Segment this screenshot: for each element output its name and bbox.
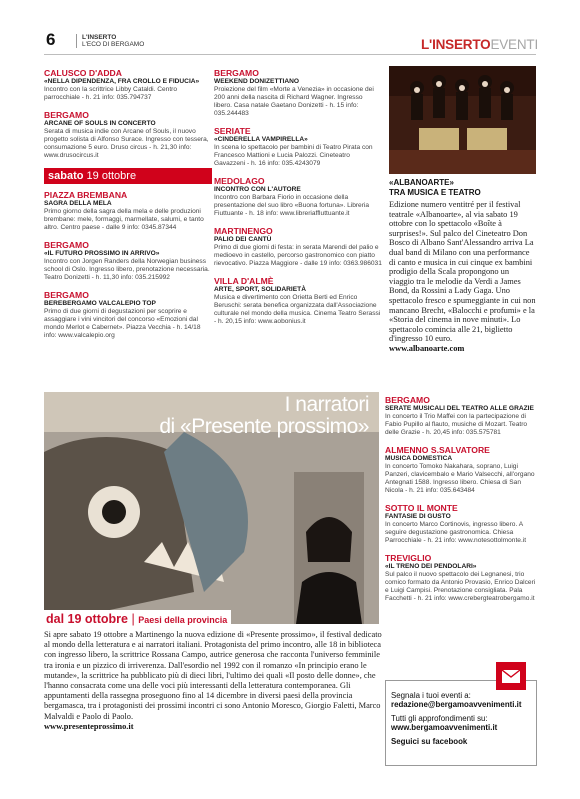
section-label	[76, 34, 144, 48]
contact-email[interactable]: redazione@bergamoavvenimenti.it	[391, 700, 522, 710]
event-item	[385, 503, 537, 545]
event-body: Incontro con la scrittrice Libby Cataldi. Centro parrocchiale - h. 21 info: 035.794737	[44, 86, 178, 101]
event-title: «IL FUTURO PROSSIMO IN ARRIVO»	[44, 250, 160, 257]
contact-line-1: Segnala i tuoi eventi a:	[391, 691, 471, 700]
event-body: Sul palco il nuovo spettacolo dei Legnanesi, trio comico formato da Antonio Provasio, Enrico Dalceri e Luigi Campisi. Prenotazione consigliata. Pala Facchetti - h. 21 info: www.crebergteatrobergamo.it	[385, 571, 536, 602]
feature-headline-1: I narratori	[284, 393, 369, 416]
event-city: BERGAMO	[44, 240, 89, 250]
albanoarte-link[interactable]: www.albanoarte.com	[389, 343, 465, 353]
event-city: SOTTO IL MONTE	[385, 503, 458, 513]
event-title: «IL TRENO DEI PENDOLARI»	[385, 563, 477, 570]
albanoarte-box	[389, 178, 536, 353]
band-photo	[389, 66, 536, 174]
event-city: MEDOLAGO	[214, 176, 265, 186]
feature-headline-2: di «Presente prossimo»	[159, 415, 369, 438]
event-title: «NELLA DIPENDENZA, FRA CROLLO E FIDUCIA»	[44, 78, 200, 85]
brand-logo	[421, 37, 538, 52]
event-title: WEEKEND DONIZETTIANO	[214, 78, 299, 85]
section-line-2: L'ECO DI BERGAMO	[82, 41, 145, 48]
feature-headline	[159, 394, 369, 438]
event-title: «CINDERELLA VAMPIRELLA»	[214, 136, 308, 143]
event-body: In concerto il Trio Maffei con la partecipazione di Fabio Pupillo al flauto, musiche di Mozart. Teatro delle Grazie - h. 20,45 info: 035.575781	[385, 413, 528, 436]
column-3	[385, 395, 537, 611]
date-banner-day: sabato	[48, 170, 84, 182]
event-item	[44, 110, 212, 160]
feature-photo	[44, 392, 379, 624]
event-title: SERATE MUSICALI DEL TEATRO ALLE GRAZIE	[385, 405, 534, 412]
event-body: Proiezione del film «Morte a Venezia» in occasione dei 200 anni della nascita di Richard Wagner. Ingresso libero. Casa natale Gaetano Donizetti - h. 15 info: 035.244483	[214, 86, 374, 117]
albanoarte-title-2: TRA MUSICA E TEATRO	[389, 187, 481, 197]
contact-box	[385, 680, 537, 766]
event-body: In scena lo spettacolo per bambini di Teatro Pirata con Francesco Mattioni e Lucia Palozzi. Cineteatro Gavazzeni - h. 16 info: 035.4243079	[214, 144, 373, 167]
event-city: TREVIGLIO	[385, 553, 432, 563]
event-body: Primo di due giorni di festa: in serata Marendi del palio e medioevo in castello, percorso gastronomico con piatto rievocativo. Piazza Maggiore - dalle 19 info: 0363.986031	[214, 244, 382, 267]
event-item	[44, 68, 212, 102]
event-item	[44, 190, 212, 232]
event-body: Musica e divertimento con Orietta Berti ed Enrico Beruschi: serata benefica organizzata dall'Associazione culturale nel mondo della musica. Cinema Teatro Serassi - h. 20,15 info: www.aobonius.it	[214, 294, 381, 325]
brand-bold: L'INSERTO	[421, 37, 491, 52]
event-title: SAGRA DELLA MELA	[44, 200, 112, 207]
albanoarte-title-1: «ALBANOARTE»	[389, 178, 454, 187]
event-city: BERGAMO	[385, 395, 430, 405]
feature-subtitle: Paesi della provincia	[138, 615, 228, 625]
event-item	[44, 240, 212, 282]
page-number: 6	[46, 30, 56, 49]
event-city: PIAZZA BREMBANA	[44, 190, 128, 200]
albanoarte-body: Edizione numero ventitré per il festival teatrale «Albanoarte», al via sabato 19 ottobre con lo spettacolo «Boîte à surprises!». Sul palco del Cineteatro Don Bosco di Albano Sant'Alessandro arriva La dual band di Milano con una performance di canto e musica in cui cinque ex bambini prodigio della Scala propongono un viaggio tra le melodie da Verdi a James Bond, da Rossini a Lady Gaga. Uno spettacolo fresco e spumeggiante in cui non mancano Brecht, «Balocchi e profumi» e la «Storia del cinema in nove minuti». Lo spettacolo comincia alle 21, biglietto d'ingresso 10 euro.	[389, 200, 536, 344]
event-city: VILLA D'ALMÈ	[214, 276, 274, 286]
event-item	[214, 276, 382, 326]
event-item	[385, 395, 537, 437]
event-title: PALIO DEI CANTÙ	[214, 236, 272, 243]
event-city: CALUSCO D'ADDA	[44, 68, 122, 78]
event-body: Primo giorno della sagra della mela e delle produzioni brembane: mele, formaggi, marmellate, salumi, e tanto altro. Centro paese - dalle 9 info: 0345.87344	[44, 208, 204, 231]
event-title: INCONTRO CON L'AUTORE	[214, 186, 301, 193]
event-title: ARCANE OF SOULS IN CONCERTO	[44, 120, 156, 127]
event-city: BERGAMO	[44, 290, 89, 300]
event-body: Incontro con Jorgen Randers della Norwegian business school di Oslo. Ingresso libero, prenotazione necessaria. Teatro Donizetti - h. 11,30 info: 035.215992	[44, 258, 210, 281]
event-body: Incontro con Barbara Fiorio in occasione della presentazione del suo libro «Buona fortuna». Libreria Fiuttuante - h. 18 info: www.libreriaffluttuante.it	[214, 194, 370, 217]
contact-line-2: Tutti gli approfondimenti su:	[391, 713, 488, 723]
section-line-1: L'INSERTO	[82, 34, 117, 41]
event-item	[44, 290, 212, 340]
contact-site[interactable]: www.bergamoavvenimenti.it	[391, 723, 498, 733]
brand-light: EVENTI	[490, 37, 538, 52]
event-item	[214, 68, 382, 118]
column-2	[214, 68, 382, 334]
date-banner-date: 19 ottobre	[86, 170, 137, 182]
band-photo-art	[389, 66, 536, 174]
event-item	[214, 176, 382, 218]
event-item	[214, 226, 382, 268]
feature-body: Si apre sabato 19 ottobre a Martinengo la nuova edizione di «Presente prossimo», il festival dedicato al mondo della letteratura e ai narratori italiani. Protagonista del primo incontro, alle 18 in biblioteca con ingresso libero, la scrittrice Rossana Campo, autrice generosa che racconta l'universo femminile tra ironia e un pizzico di irriverenza. Dall'esordio nel 1992 con il romanzo «In principio erano le mutande», la scrittrice ha pubblicato più di dieci libri, l'ultimo dei quali «Il posto delle donne», che l'hanno consacrata come una delle voci più interessanti della letteratura contemporanea. Gli appuntamenti della rassegna proseguono fino al 14 dicembre in diversi paesi della provincia bergamasca, tra i protagonisti dei prossimi incontri ci sono Antonio Moresco, Giorgio Faletti, Marco Malvaldi e Paolo di Paolo.	[44, 630, 382, 721]
event-body: Serata di musica indie con Arcane of Souls, il nuovo progetto solista di Alfonso Surace. Ingresso con tessera, consumazione 5 euro. Druso circus - h. 21,30 info: www.drusocircus.it	[44, 128, 209, 159]
event-title: ARTE, SPORT, SOLIDARIETÀ	[214, 286, 306, 293]
feature-article	[44, 630, 382, 732]
event-city: BERGAMO	[214, 68, 259, 78]
facebook-link[interactable]: Seguici su facebook	[391, 736, 468, 746]
feature-dateline: dal 19 ottobre | Paesi della provincia	[44, 610, 231, 628]
email-icon-glyph	[496, 662, 526, 690]
feature-link[interactable]: www.presenteprossimo.it	[44, 721, 134, 731]
event-item	[214, 126, 382, 168]
event-city: MARTINENGO	[214, 226, 273, 236]
event-body: In concerto Marco Cortinovis, ingresso libero. A seguire degustazione gastronomica. Chiesa Parrocchiale - h. 21 info: www.notesottolmonte.it	[385, 521, 527, 544]
event-title: MUSICA DOMESTICA	[385, 455, 453, 462]
email-icon	[496, 662, 526, 690]
date-banner	[44, 168, 212, 184]
event-title: BEREBERGAMO VALCALEPIO TOP	[44, 300, 156, 307]
feature-date: dal 19 ottobre	[46, 612, 128, 626]
event-city: ALMENNO S.SALVATORE	[385, 445, 490, 455]
event-city: BERGAMO	[44, 110, 89, 120]
column-1	[44, 68, 212, 348]
event-body: Primo di due giorni di degustazioni per scoprire e assaggiare i vini vincitori del concorso «Emozioni dal mondo Merlot e Cabernet». Piazza Vecchia - h. 14/18 info: www.valcalepio.org	[44, 308, 201, 339]
event-body: In concerto Tomoko Nakahara, soprano, Luigi Panzeri, clavicembalo e Mario Valsecchi, all'organo Antegnati 1588. Ingresso libero. Chiesa di San Nicola - h. 21 info: 035.643484	[385, 463, 535, 494]
event-city: SERIATE	[214, 126, 251, 136]
event-title: FANTASIE DI GUSTO	[385, 513, 451, 520]
event-item	[385, 553, 537, 603]
event-item	[385, 445, 537, 495]
header-divider	[44, 54, 536, 55]
